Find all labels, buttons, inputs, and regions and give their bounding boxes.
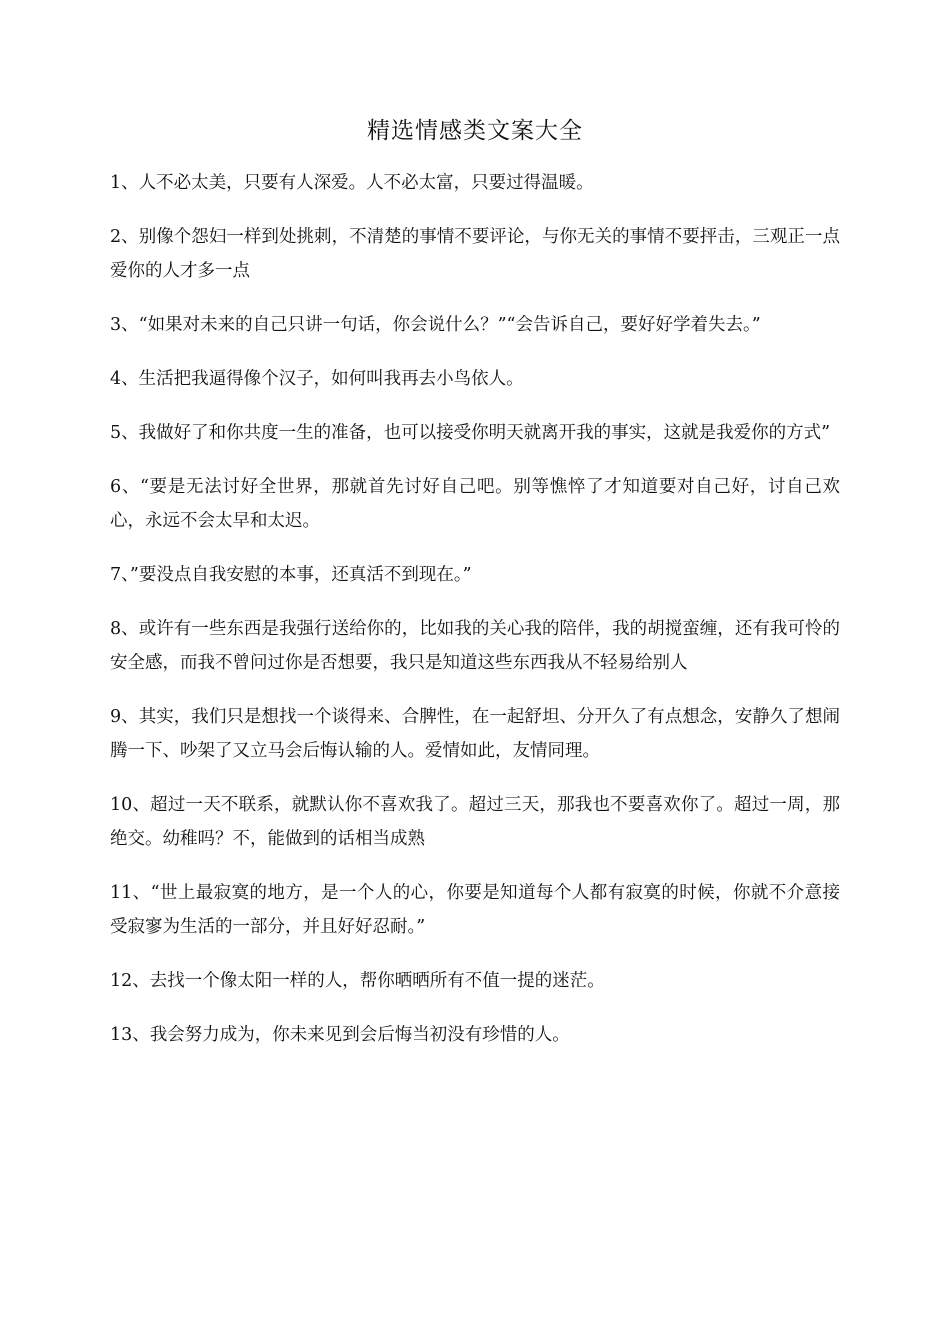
list-item: 12、去找一个像太阳一样的人，帮你晒晒所有不值一提的迷茫。: [110, 971, 605, 991]
list-item: 7、”要没点自我安慰的本事，还真活不到现在。”: [110, 565, 472, 585]
list-item: 1、人不必太美，只要有人深爱。人不必太富，只要过得温暖。: [110, 173, 594, 193]
list-item: 8、或许有一些东西是我强行送给你的，比如我的关心我的陪伴，我的胡搅蛮缠，还有我可怜的安全感，而我不曾问过你是否想要，我只是知道这些东西我从不轻易给别人: [110, 619, 840, 673]
list-item: 10、超过一天不联系，就默认你不喜欢我了。超过三天，那我也不要喜欢你了。超过一周，那绝交。幼稚吗？不，能做到的话相当成熟: [110, 795, 840, 849]
page-title: 精选情感类文案大全: [367, 118, 583, 144]
list-item: 5、我做好了和你共度一生的准备，也可以接受你明天就离开我的事实，这就是我爱你的方式”: [110, 423, 831, 443]
list-item: 6、“要是无法讨好全世界，那就首先讨好自己吧。别等憔悴了才知道要对自己好，讨自己欢心，永远不会太早和太迟。: [110, 477, 840, 531]
list-item: 11、“世上最寂寞的地方，是一个人的心，你要是知道每个人都有寂寞的时候，你就不介意接受寂寥为生活的一部分，并且好好忍耐。”: [110, 883, 840, 937]
list-item: 2、别像个怨妇一样到处挑刺，不清楚的事情不要评论，与你无关的事情不要抨击，三观正一点爱你的人才多一点: [110, 227, 840, 281]
list-item: 13、我会努力成为，你未来见到会后悔当初没有珍惜的人。: [110, 1025, 570, 1045]
list-item: 9、其实，我们只是想找一个谈得来、合脾性，在一起舒坦、分开久了有点想念，安静久了想闹腾一下、吵架了又立马会后悔认输的人。爱情如此，友情同理。: [110, 707, 840, 761]
list-item: 4、生活把我逼得像个汉子，如何叫我再去小鸟依人。: [110, 369, 524, 389]
list-item: 3、“如果对未来的自己只讲一句话，你会说什么？”“会告诉自己，要好好学着失去。”: [110, 315, 761, 335]
